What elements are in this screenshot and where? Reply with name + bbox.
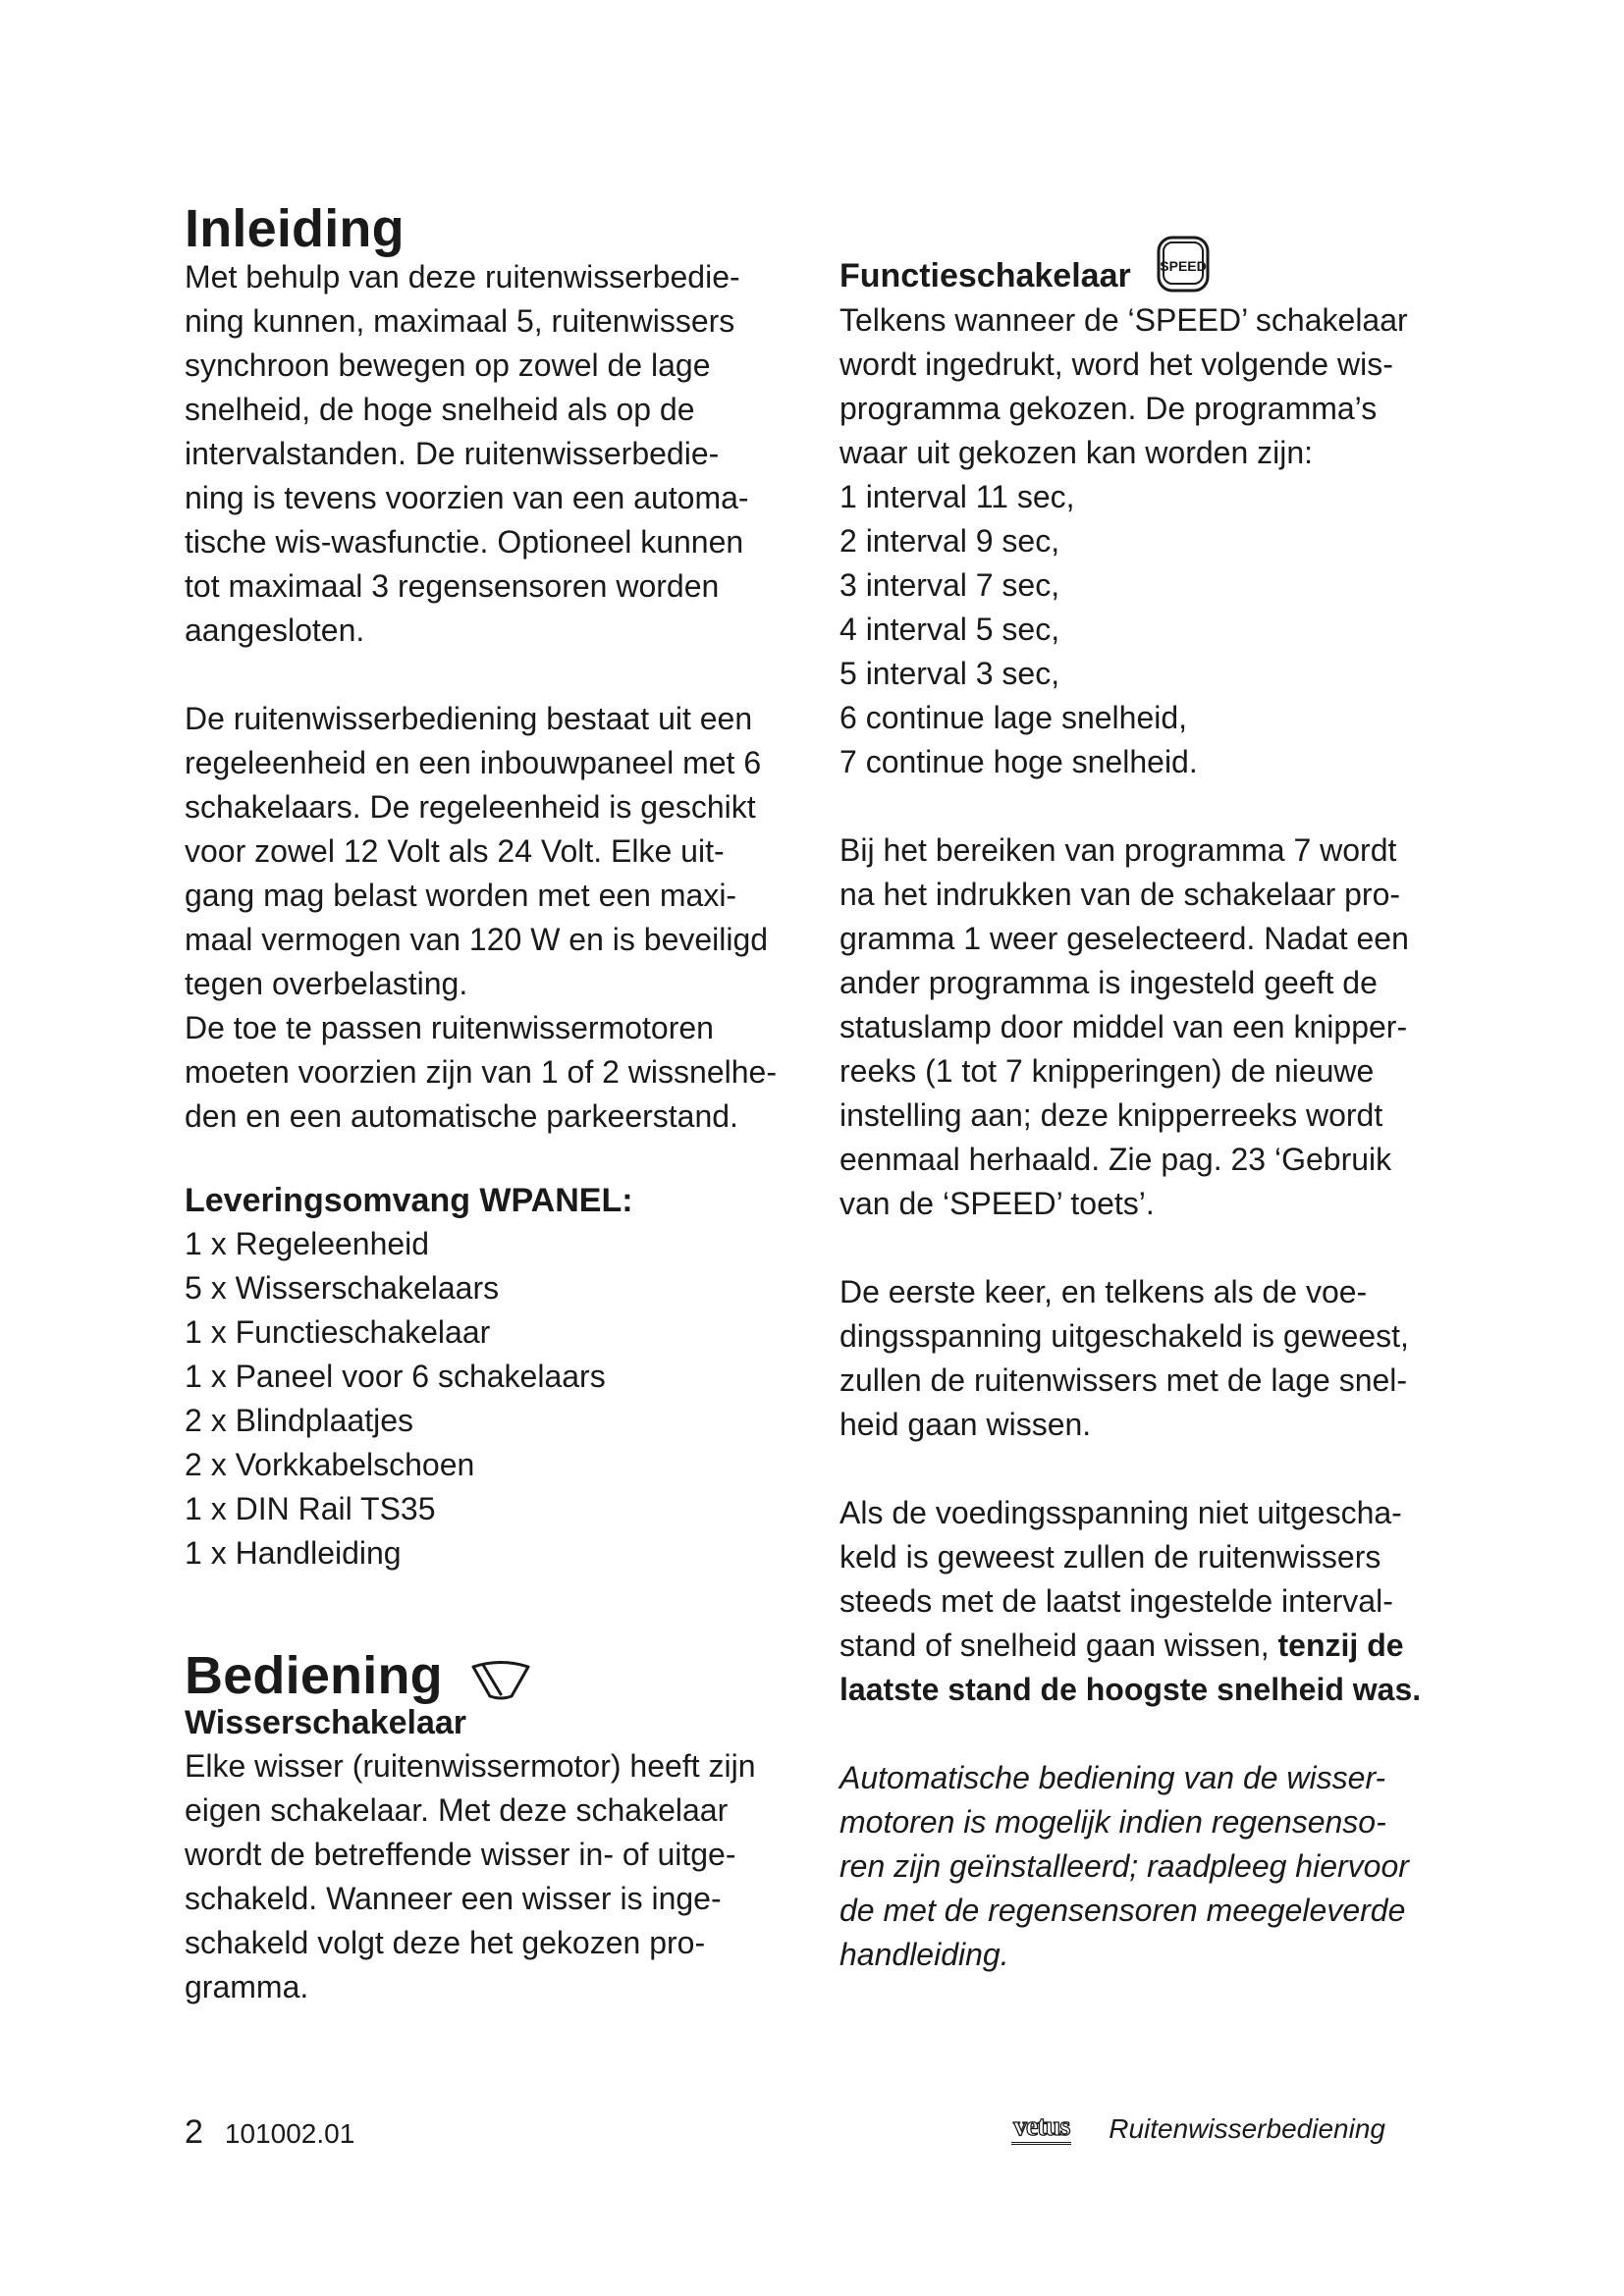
program-item: 5 interval 3 sec, xyxy=(839,656,1060,691)
program-item: 6 continue lage snelheid, xyxy=(839,700,1188,735)
text-line: ander programma is ingesteld geeft de xyxy=(839,965,1378,1000)
spacer xyxy=(839,1712,1468,1756)
text-line: aangesloten. xyxy=(185,613,365,648)
list-item: 2 x Vorkkabelschoen xyxy=(185,1447,475,1482)
text-line: na het indrukken van de schakelaar pro- xyxy=(839,877,1401,912)
list-item: 1 x DIN Rail TS35 xyxy=(185,1491,436,1526)
text-line: de met de regensensoren meegeleverde xyxy=(839,1893,1406,1928)
text-span: stand of snelheid gaan wissen, xyxy=(839,1628,1278,1663)
text-line: Met behulp van deze ruitenwisserbedie- xyxy=(185,259,740,294)
program-item: 7 continue hoge snelheid. xyxy=(839,744,1198,779)
text-line: schakelaars. De regeleenheid is geschikt xyxy=(185,789,756,825)
program-item: 4 interval 5 sec, xyxy=(839,612,1060,647)
text-line: moeten voorzien zijn van 1 of 2 wissnelhe- xyxy=(185,1054,777,1090)
text-line: Bij het bereiken van programma 7 wordt xyxy=(839,832,1397,868)
wisser-paragraph xyxy=(185,1744,813,2009)
program-item: 3 interval 7 sec, xyxy=(839,567,1060,603)
text-line: voor zowel 12 Volt als 24 Volt. Elke uit- xyxy=(185,833,725,869)
program-cycle-paragraph xyxy=(839,828,1468,1226)
bediening-heading-text: Bediening xyxy=(185,1646,443,1705)
text-line: steeds met de laatst ingestelde interval- xyxy=(839,1583,1393,1619)
text-line: Elke wisser (ruitenwissermotor) heeft zijn xyxy=(185,1748,756,1784)
text-line: van de ‘SPEED’ toets’. xyxy=(839,1186,1155,1221)
bold-text: laatste stand de hoogste snelheid was. xyxy=(839,1672,1422,1707)
functie-body xyxy=(839,298,1468,1977)
text-line xyxy=(839,1624,1468,1668)
text-line: den en een automatische parkeerstand. xyxy=(185,1098,738,1134)
text-line: waar uit gekozen kan worden zijn: xyxy=(839,435,1314,470)
doc-code: 101002.01 xyxy=(224,2118,355,2149)
list-item: 1 x Functieschakelaar xyxy=(185,1314,491,1350)
footer-left xyxy=(185,2112,354,2154)
text-line: heid gaan wissen. xyxy=(839,1407,1092,1442)
text-line: eenmaal herhaald. Zie pag. 23 ‘Gebruik xyxy=(839,1142,1392,1177)
intro-paragraph xyxy=(185,255,813,653)
levering-list xyxy=(185,1222,606,1575)
rain-sensor-note xyxy=(839,1756,1468,1977)
section-heading-functieschakelaar xyxy=(839,245,1212,306)
text-line: schakeld volgt deze het gekozen pro- xyxy=(185,1925,706,1960)
program-item: 1 interval 11 sec, xyxy=(839,479,1075,514)
list-item: 2 x Blindplaatjes xyxy=(185,1403,414,1438)
text-line: wordt de betreffende wisser in- of uitge- xyxy=(185,1837,736,1872)
text-line: motoren is mogelijk indien regensenso- xyxy=(839,1804,1386,1840)
spacer xyxy=(185,653,813,697)
vetus-logo: vetus xyxy=(1011,2112,1071,2145)
text-line: Telkens wanneer de ‘SPEED’ schakelaar xyxy=(839,302,1408,338)
text-line: eigen schakelaar. Met deze schakelaar xyxy=(185,1792,729,1828)
spacer xyxy=(839,784,1468,828)
text-line: intervalstanden. De ruitenwisserbedie- xyxy=(185,436,720,471)
text-line: ning is tevens voorzien van een automa- xyxy=(185,480,749,515)
functie-intro xyxy=(839,298,1468,475)
text-line: gang mag belast worden met een maxi- xyxy=(185,878,737,913)
list-item: 5 x Wisserschakelaars xyxy=(185,1270,500,1306)
inleiding-body xyxy=(185,255,813,1139)
text-line: tot maximaal 3 regensensoren worden xyxy=(185,568,720,604)
list-item: 1 x Regeleenheid xyxy=(185,1226,430,1261)
section-heading-bediening xyxy=(185,1641,531,1710)
bold-text: tenzij de xyxy=(1277,1628,1404,1663)
text-line: snelheid, de hoge snelheid als op de xyxy=(185,392,695,427)
first-time-paragraph xyxy=(839,1270,1468,1447)
section-heading-wisserschakelaar: Wisserschakelaar xyxy=(185,1704,467,1741)
text-line: wordt ingedrukt, word het volgende wis- xyxy=(839,347,1393,382)
text-line: synchroon bewegen op zowel de lage xyxy=(185,347,711,383)
power-paragraph xyxy=(839,1491,1468,1712)
text-line: gramma 1 weer geselecteerd. Nadat een xyxy=(839,921,1409,956)
text-line xyxy=(839,1668,1468,1712)
text-line: ren zijn geïnstalleerd; raadpleeg hiervoor xyxy=(839,1848,1409,1884)
windscreen-wiper-icon xyxy=(470,1657,531,1702)
text-line: reeks (1 tot 7 knipperingen) de nieuwe xyxy=(839,1053,1375,1089)
text-line: De eerste keer, en telkens als de voe- xyxy=(839,1274,1368,1309)
description-paragraph xyxy=(185,697,813,1139)
text-line: De ruitenwisserbediening bestaat uit een xyxy=(185,701,753,736)
text-line: zullen de ruitenwissers met de lage snel- xyxy=(839,1362,1408,1398)
spacer xyxy=(839,1447,1468,1491)
list-item: 1 x Handleiding xyxy=(185,1535,402,1571)
footer-title: Ruitenwisserbediening xyxy=(1109,2112,1385,2144)
text-line: Automatische bediening van de wisser- xyxy=(839,1760,1386,1795)
text-line: tische wis-wasfunctie. Optioneel kunnen xyxy=(185,524,744,560)
text-line: statuslamp door middel van een knipper- xyxy=(839,1009,1408,1044)
functie-heading-text: Functieschakelaar xyxy=(839,257,1131,294)
program-item: 2 interval 9 sec, xyxy=(839,523,1060,559)
text-line: De toe te passen ruitenwissermotoren xyxy=(185,1010,714,1045)
text-line: dingsspanning uitgeschakeld is geweest, xyxy=(839,1318,1409,1354)
text-line: tegen overbelasting. xyxy=(185,966,468,1001)
list-item: 1 x Paneel voor 6 schakelaars xyxy=(185,1359,606,1394)
text-line: instelling aan; deze knipperreeks wordt xyxy=(839,1097,1383,1133)
spacer xyxy=(839,1226,1468,1270)
footer-right xyxy=(1011,2112,1385,2145)
text-line: regeleenheid en een inbouwpaneel met 6 xyxy=(185,745,762,780)
text-line: handleiding. xyxy=(839,1937,1009,1972)
section-heading-levering: Leveringsomvang WPANEL: xyxy=(185,1182,633,1219)
text-line: maal vermogen van 120 W en is beveiligd xyxy=(185,922,769,957)
text-line: schakeld. Wanneer een wisser is inge- xyxy=(185,1881,722,1916)
page-number: 2 xyxy=(185,2113,203,2151)
text-line: Als de voedingsspanning niet uitgescha- xyxy=(839,1495,1402,1530)
text-line: programma gekozen. De programma’s xyxy=(839,391,1378,426)
speed-button-icon xyxy=(1155,234,1212,294)
section-heading-inleiding: Inleiding xyxy=(185,199,405,258)
text-line: gramma. xyxy=(185,1969,309,2004)
speed-icon-label: SPEED xyxy=(1159,258,1207,274)
text-line: ning kunnen, maximaal 5, ruitenwissers xyxy=(185,303,735,339)
program-list xyxy=(839,475,1468,784)
text-line: keld is geweest zullen de ruitenwissers xyxy=(839,1539,1381,1575)
